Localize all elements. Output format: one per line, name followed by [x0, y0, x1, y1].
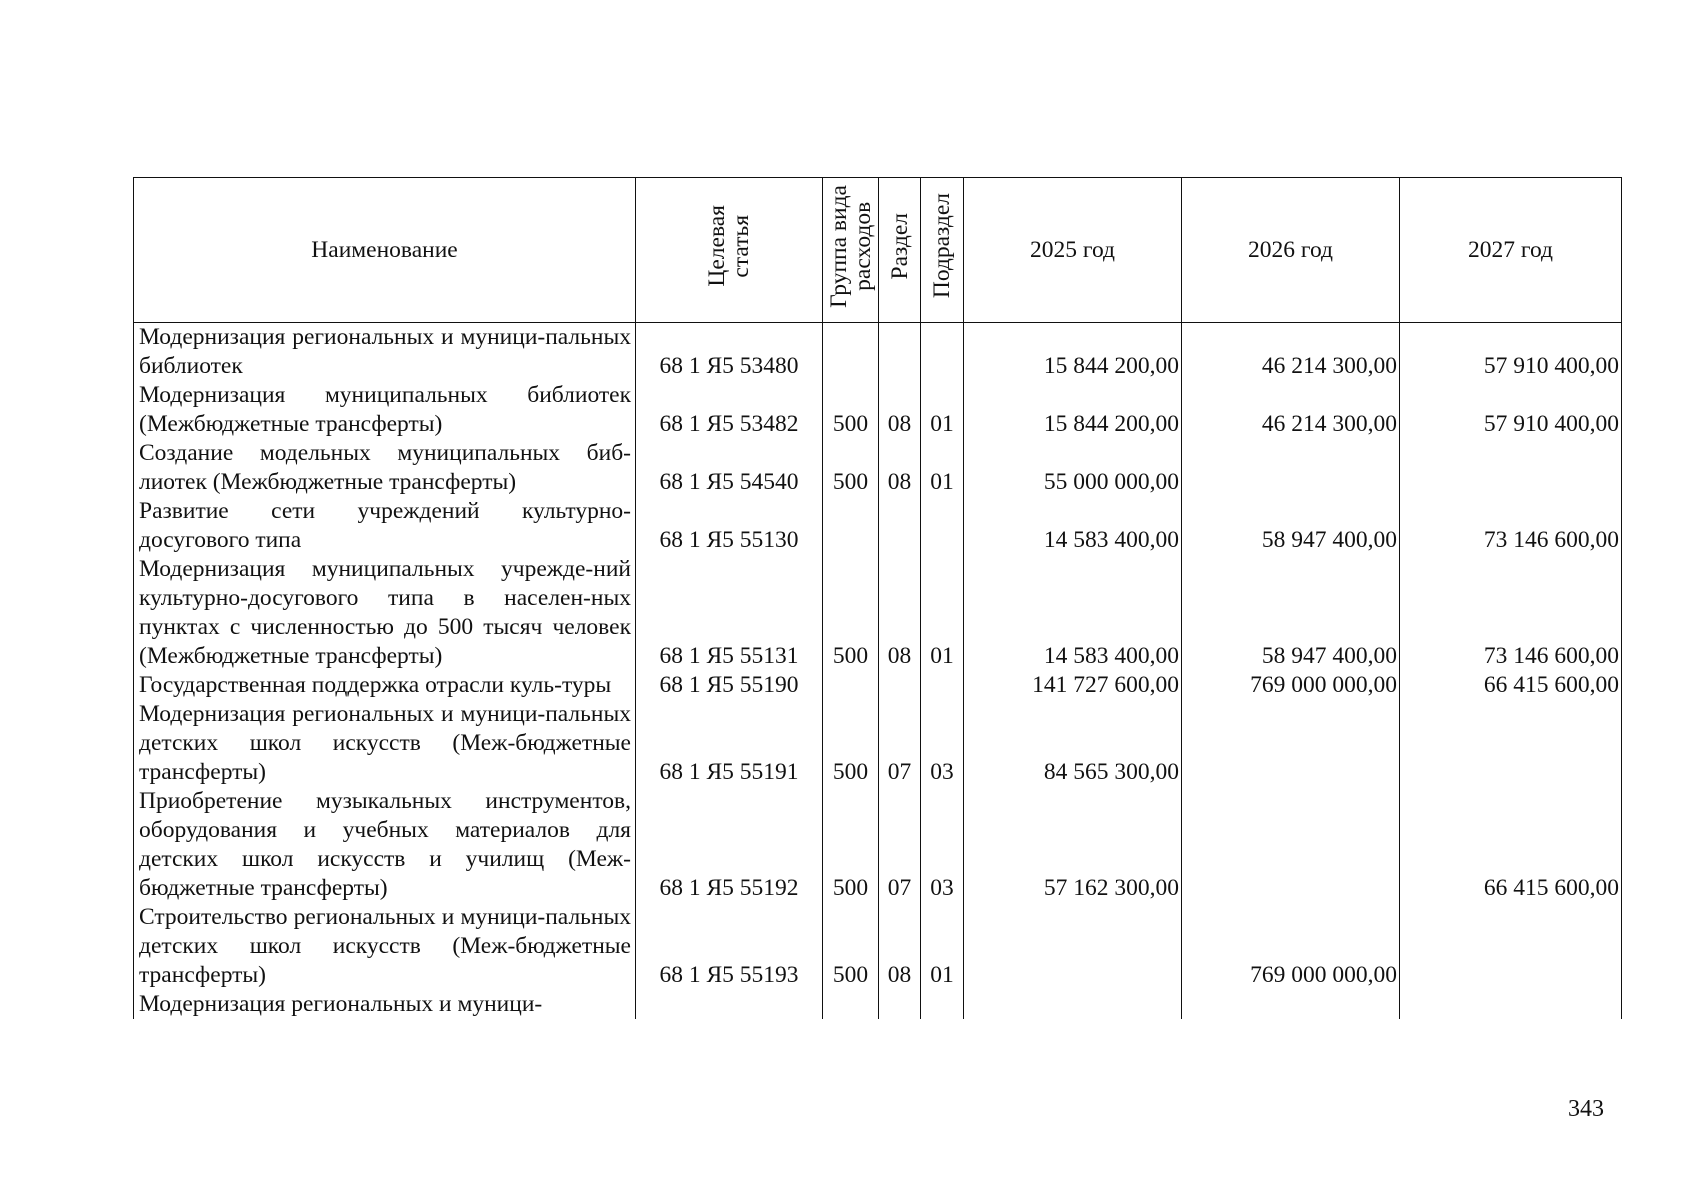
row-2027 — [1400, 439, 1622, 497]
table-row — [134, 439, 1622, 497]
row-2026: 58 947 400,00 — [1182, 497, 1400, 555]
row-2025 — [964, 990, 1182, 1019]
row-code: 68 1 Я5 55192 — [636, 787, 823, 903]
header-name: Наименование — [134, 178, 636, 323]
row-group — [823, 990, 879, 1019]
row-name: Модернизация муниципальных учрежде-ний культурно-досугового типа в населен-ных пунктах с численностью до 500 тысяч человек (Межбюджетные трансферты) — [134, 555, 636, 671]
table-row — [134, 700, 1622, 787]
row-group: 500 — [823, 700, 879, 787]
header-expense-group: Группа вида расходов — [823, 178, 879, 323]
row-group — [823, 671, 879, 700]
row-subsection: 01 — [921, 555, 964, 671]
row-2027: 73 146 600,00 — [1400, 555, 1622, 671]
row-code: 68 1 Я5 54540 — [636, 439, 823, 497]
table-row — [134, 903, 1622, 990]
row-2026 — [1182, 439, 1400, 497]
header-target-article: Целевая статья — [636, 178, 823, 323]
row-2027: 66 415 600,00 — [1400, 787, 1622, 903]
row-group: 500 — [823, 555, 879, 671]
row-section — [879, 323, 921, 382]
row-2027: 57 910 400,00 — [1400, 381, 1622, 439]
row-section: 07 — [879, 700, 921, 787]
row-name: Модернизация муниципальных библиотек (Межбюджетные трансферты) — [134, 381, 636, 439]
row-subsection — [921, 671, 964, 700]
row-section — [879, 990, 921, 1019]
row-group: 500 — [823, 787, 879, 903]
row-code: 68 1 Я5 55131 — [636, 555, 823, 671]
row-section — [879, 671, 921, 700]
row-code: 68 1 Я5 55193 — [636, 903, 823, 990]
row-name: Приобретение музыкальных инструментов, оборудования и учебных материалов для детских школ искусств и училищ (Меж-бюджетные трансферты) — [134, 787, 636, 903]
row-group: 500 — [823, 381, 879, 439]
table-row — [134, 671, 1622, 700]
row-2025: 141 727 600,00 — [964, 671, 1182, 700]
row-section: 08 — [879, 381, 921, 439]
row-code: 68 1 Я5 53482 — [636, 381, 823, 439]
table-row — [134, 323, 1622, 382]
row-subsection: 01 — [921, 381, 964, 439]
row-2027 — [1400, 700, 1622, 787]
table-row — [134, 497, 1622, 555]
row-2027 — [1400, 990, 1622, 1019]
header-year-2027: 2027 год — [1400, 178, 1622, 323]
row-2026: 46 214 300,00 — [1182, 381, 1400, 439]
row-code: 68 1 Я5 55130 — [636, 497, 823, 555]
row-2026 — [1182, 700, 1400, 787]
row-subsection — [921, 323, 964, 382]
row-2026: 58 947 400,00 — [1182, 555, 1400, 671]
header-section: Раздел — [879, 178, 921, 323]
row-2025: 15 844 200,00 — [964, 381, 1182, 439]
budget-table — [133, 177, 1622, 1019]
row-2026: 769 000 000,00 — [1182, 671, 1400, 700]
row-name: Модернизация региональных и муници- — [134, 990, 636, 1019]
row-2026: 46 214 300,00 — [1182, 323, 1400, 382]
row-2025: 57 162 300,00 — [964, 787, 1182, 903]
row-group: 500 — [823, 903, 879, 990]
row-name: Создание модельных муниципальных биб-лиотек (Межбюджетные трансферты) — [134, 439, 636, 497]
row-section: 08 — [879, 903, 921, 990]
table-row — [134, 990, 1622, 1019]
row-name: Модернизация региональных и муници-пальных детских школ искусств (Меж-бюджетные трансферты) — [134, 700, 636, 787]
row-code: 68 1 Я5 55191 — [636, 700, 823, 787]
row-2026 — [1182, 787, 1400, 903]
row-subsection: 03 — [921, 787, 964, 903]
row-2026: 769 000 000,00 — [1182, 903, 1400, 990]
row-section — [879, 497, 921, 555]
row-subsection — [921, 497, 964, 555]
row-2026 — [1182, 990, 1400, 1019]
row-group — [823, 323, 879, 382]
header-subsection: Подраздел — [921, 178, 964, 323]
row-subsection: 01 — [921, 903, 964, 990]
row-code: 68 1 Я5 55190 — [636, 671, 823, 700]
row-2025: 55 000 000,00 — [964, 439, 1182, 497]
header-year-2025: 2025 год — [964, 178, 1182, 323]
row-2025 — [964, 903, 1182, 990]
row-name: Государственная поддержка отрасли куль-туры — [134, 671, 636, 700]
row-group: 500 — [823, 439, 879, 497]
row-subsection — [921, 990, 964, 1019]
row-subsection: 03 — [921, 700, 964, 787]
row-name: Строительство региональных и муници-пальных детских школ искусств (Меж-бюджетные трансферты) — [134, 903, 636, 990]
row-group — [823, 497, 879, 555]
row-name: Модернизация региональных и муници-пальных библиотек — [134, 323, 636, 382]
row-section: 08 — [879, 555, 921, 671]
page-number: 343 — [1568, 1096, 1604, 1122]
row-2027: 66 415 600,00 — [1400, 671, 1622, 700]
header-year-2026: 2026 год — [1182, 178, 1400, 323]
row-code: 68 1 Я5 53480 — [636, 323, 823, 382]
table-row — [134, 555, 1622, 671]
header-row — [134, 178, 1622, 323]
row-subsection: 01 — [921, 439, 964, 497]
row-code — [636, 990, 823, 1019]
table-row — [134, 381, 1622, 439]
row-2025: 15 844 200,00 — [964, 323, 1182, 382]
row-section: 07 — [879, 787, 921, 903]
row-name: Развитие сети учреждений культурно-досугового типа — [134, 497, 636, 555]
row-2027 — [1400, 903, 1622, 990]
row-2027: 73 146 600,00 — [1400, 497, 1622, 555]
row-2027: 57 910 400,00 — [1400, 323, 1622, 382]
row-section: 08 — [879, 439, 921, 497]
table-row — [134, 787, 1622, 903]
row-2025: 84 565 300,00 — [964, 700, 1182, 787]
row-2025: 14 583 400,00 — [964, 555, 1182, 671]
row-2025: 14 583 400,00 — [964, 497, 1182, 555]
